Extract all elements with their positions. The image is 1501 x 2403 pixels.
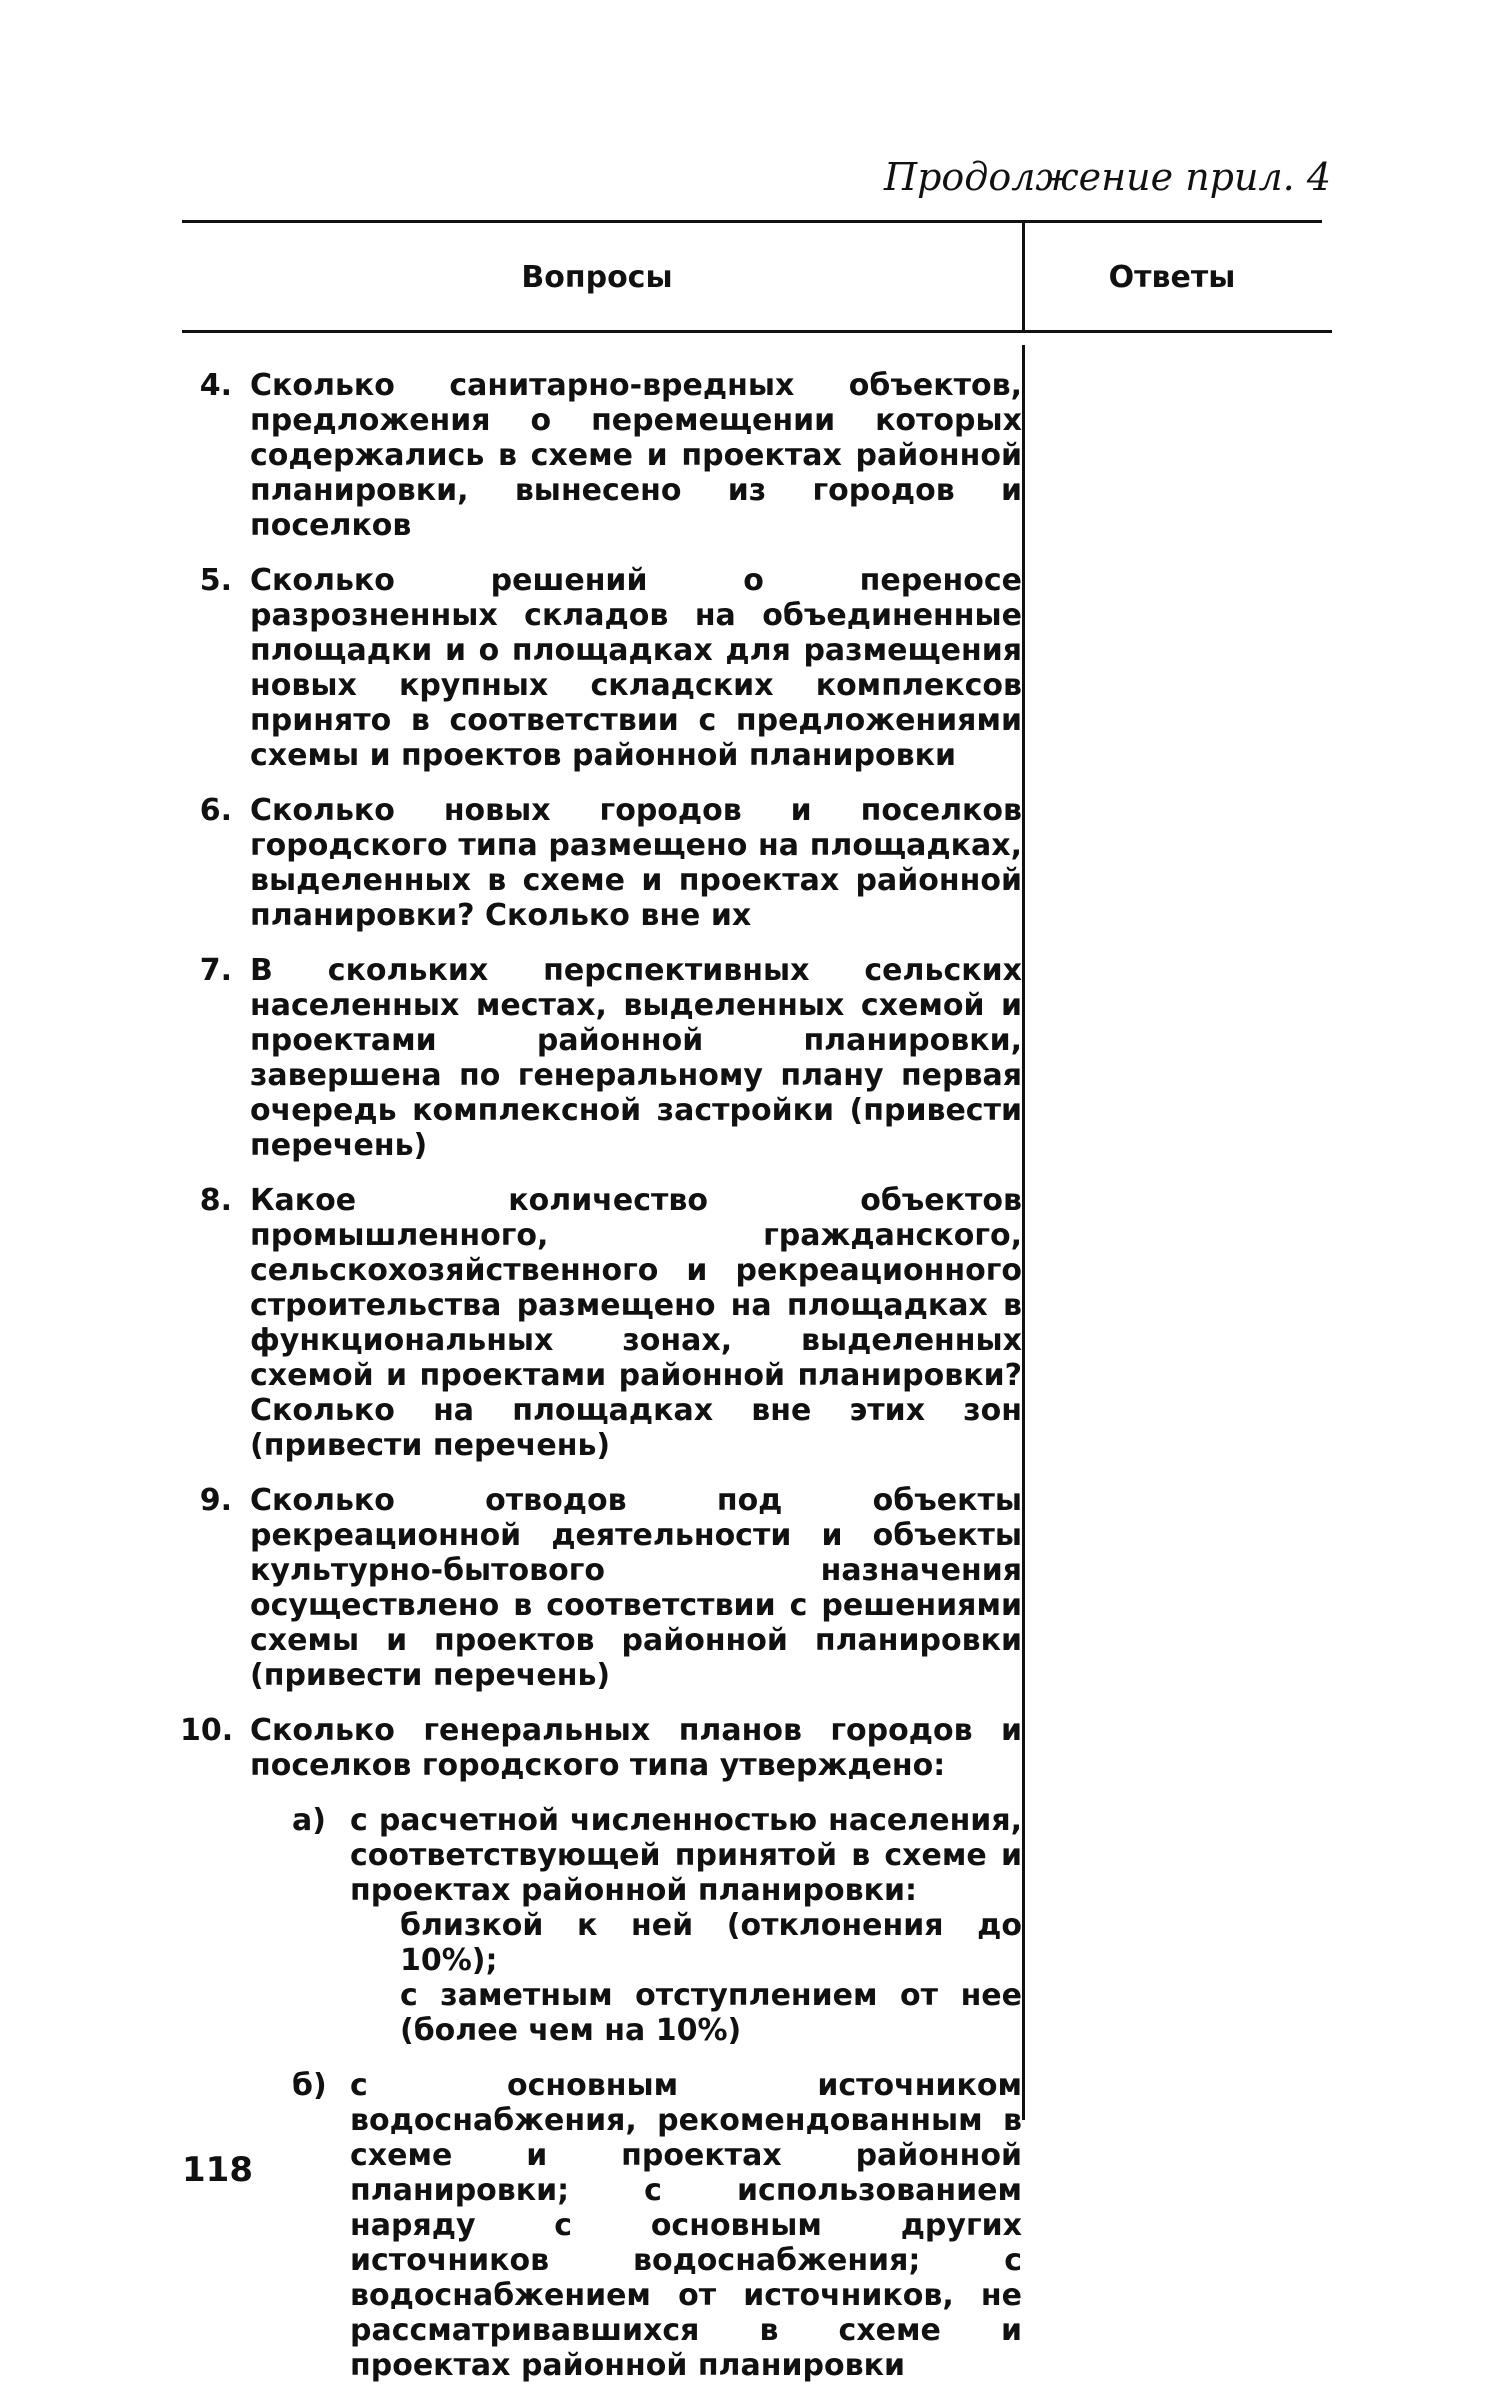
questions-column bbox=[180, 368, 1022, 2403]
sub-item-a bbox=[250, 1803, 1022, 2048]
question-number: 10. bbox=[180, 1713, 234, 1748]
question-text: Сколько генеральных планов городов и поселков городского типа утверждено: bbox=[250, 1713, 1022, 1783]
page-number: 118 bbox=[182, 2150, 253, 2190]
question-number: 5. bbox=[199, 563, 232, 598]
question-item bbox=[180, 793, 1022, 933]
sub-sub-item: близкой к ней (отклонения до 10%); bbox=[400, 1908, 1022, 1978]
sub-item-b bbox=[250, 2068, 1022, 2383]
sub-item-letter: а) bbox=[292, 1803, 326, 1838]
question-text: В скольких перспективных сельских населенных местах, выделенных схемой и проектами районной планировки, завершена по генеральному плану первая очередь комплексной застройки (привести перечень) bbox=[250, 953, 1022, 1163]
question-item bbox=[180, 1483, 1022, 1693]
table-header-row bbox=[182, 225, 1322, 330]
question-text: Сколько отводов под объекты рекреационной деятельности и объекты культурно-бытового назначения осуществлено в соответствии с решениями схемы и проектов районной планировки (привести перечень) bbox=[250, 1483, 1022, 1693]
question-text: Сколько новых городов и поселков городского типа размещено на площадках, выделенных в схеме и проектах районной планировки? Сколько вне их bbox=[250, 793, 1022, 933]
question-number: 7. bbox=[199, 953, 232, 988]
column-header-answers: Ответы bbox=[1108, 260, 1236, 295]
question-item bbox=[180, 1183, 1022, 1463]
question-item bbox=[180, 563, 1022, 773]
question-text: Сколько решений о переносе разрозненных складов на объединенные площадки и о площадках для размещения новых крупных складских комплексов принято в соответствии с предложениями схемы и проектов районной планировки bbox=[250, 563, 1022, 773]
question-text: Сколько санитарно-вредных объектов, предложения о перемещении которых содержались в схеме и проектах районной планировки, вынесено из городов и поселков bbox=[250, 368, 1022, 543]
question-text: Какое количество объектов промышленного, гражданского, сельскохозяйственного и рекреационного строительства размещено на площадках в функциональных зонах, выделенных схемой и проектами районной планировки? Сколько на площадках вне этих зон (привести перечень) bbox=[250, 1183, 1022, 1463]
table-top-rule bbox=[182, 220, 1322, 223]
question-number: 6. bbox=[199, 793, 232, 828]
sub-sub-item: с заметным отступлением от нее (более чем на 10%) bbox=[400, 1978, 1022, 2048]
table-header-rule bbox=[182, 330, 1332, 333]
column-divider-body bbox=[1022, 345, 1025, 2120]
question-number: 4. bbox=[199, 368, 232, 403]
question-item bbox=[180, 368, 1022, 543]
sub-item-text: с основным источником водоснабжения, рекомендованным в схеме и проектах районной планировки; с использованием наряду с основным других источников водоснабжения; с водоснабжением от источников, не рассматривавшихся в схеме и проектах районной планировки bbox=[350, 2068, 1022, 2383]
question-number: 9. bbox=[199, 1483, 232, 1518]
continuation-heading: Продолжение прил. 4 bbox=[883, 155, 1331, 199]
sub-item-text: с расчетной численностью населения, соответствующей принятой в схеме и проектах районной планировки: bbox=[350, 1803, 1022, 1908]
question-item-10 bbox=[180, 1713, 1022, 2383]
sub-item-letter: б) bbox=[292, 2068, 327, 2103]
question-item bbox=[180, 953, 1022, 1163]
question-number: 8. bbox=[199, 1183, 232, 1218]
column-header-questions: Вопросы bbox=[521, 260, 673, 295]
